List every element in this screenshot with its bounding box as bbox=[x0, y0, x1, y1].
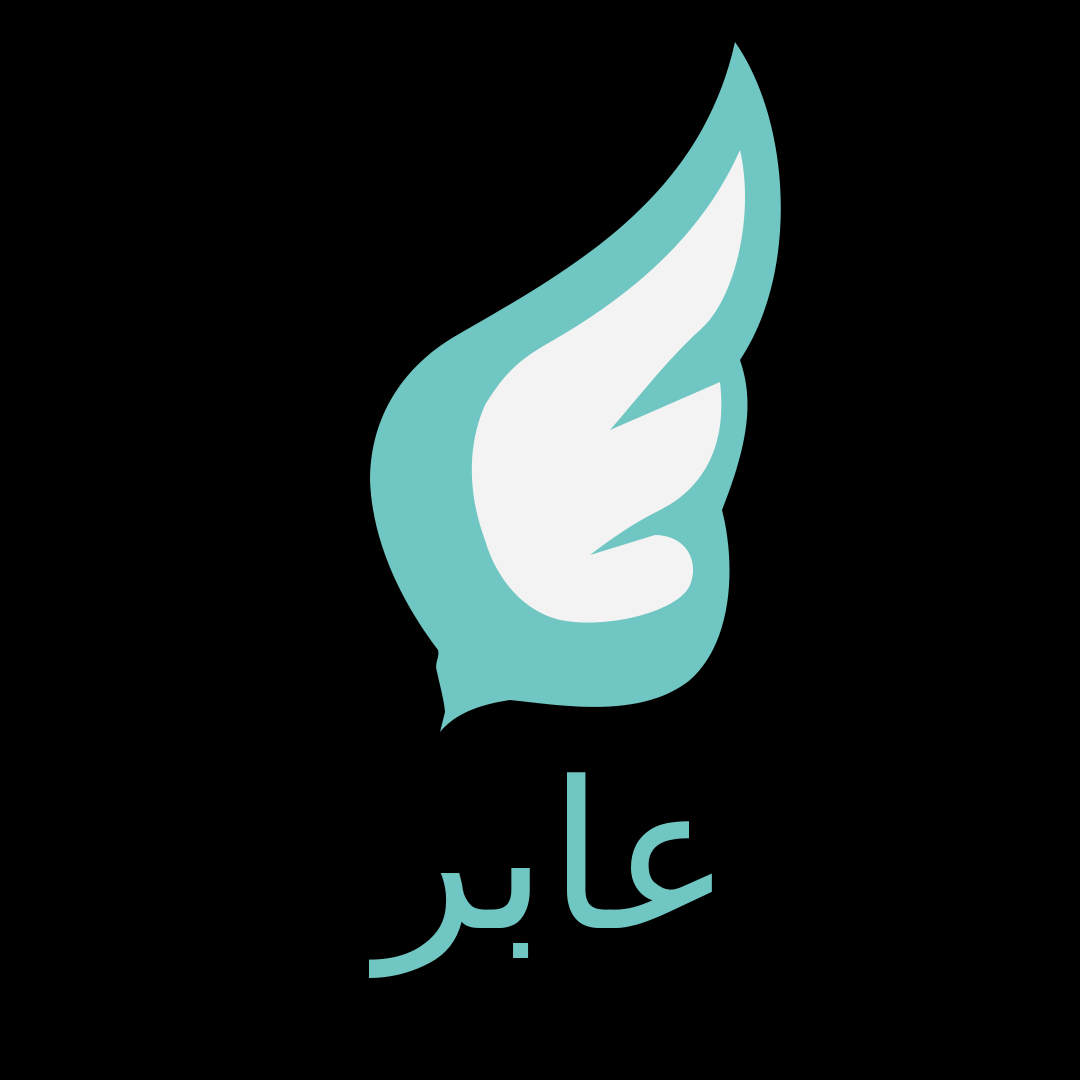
brand-name: عابر bbox=[377, 739, 733, 977]
